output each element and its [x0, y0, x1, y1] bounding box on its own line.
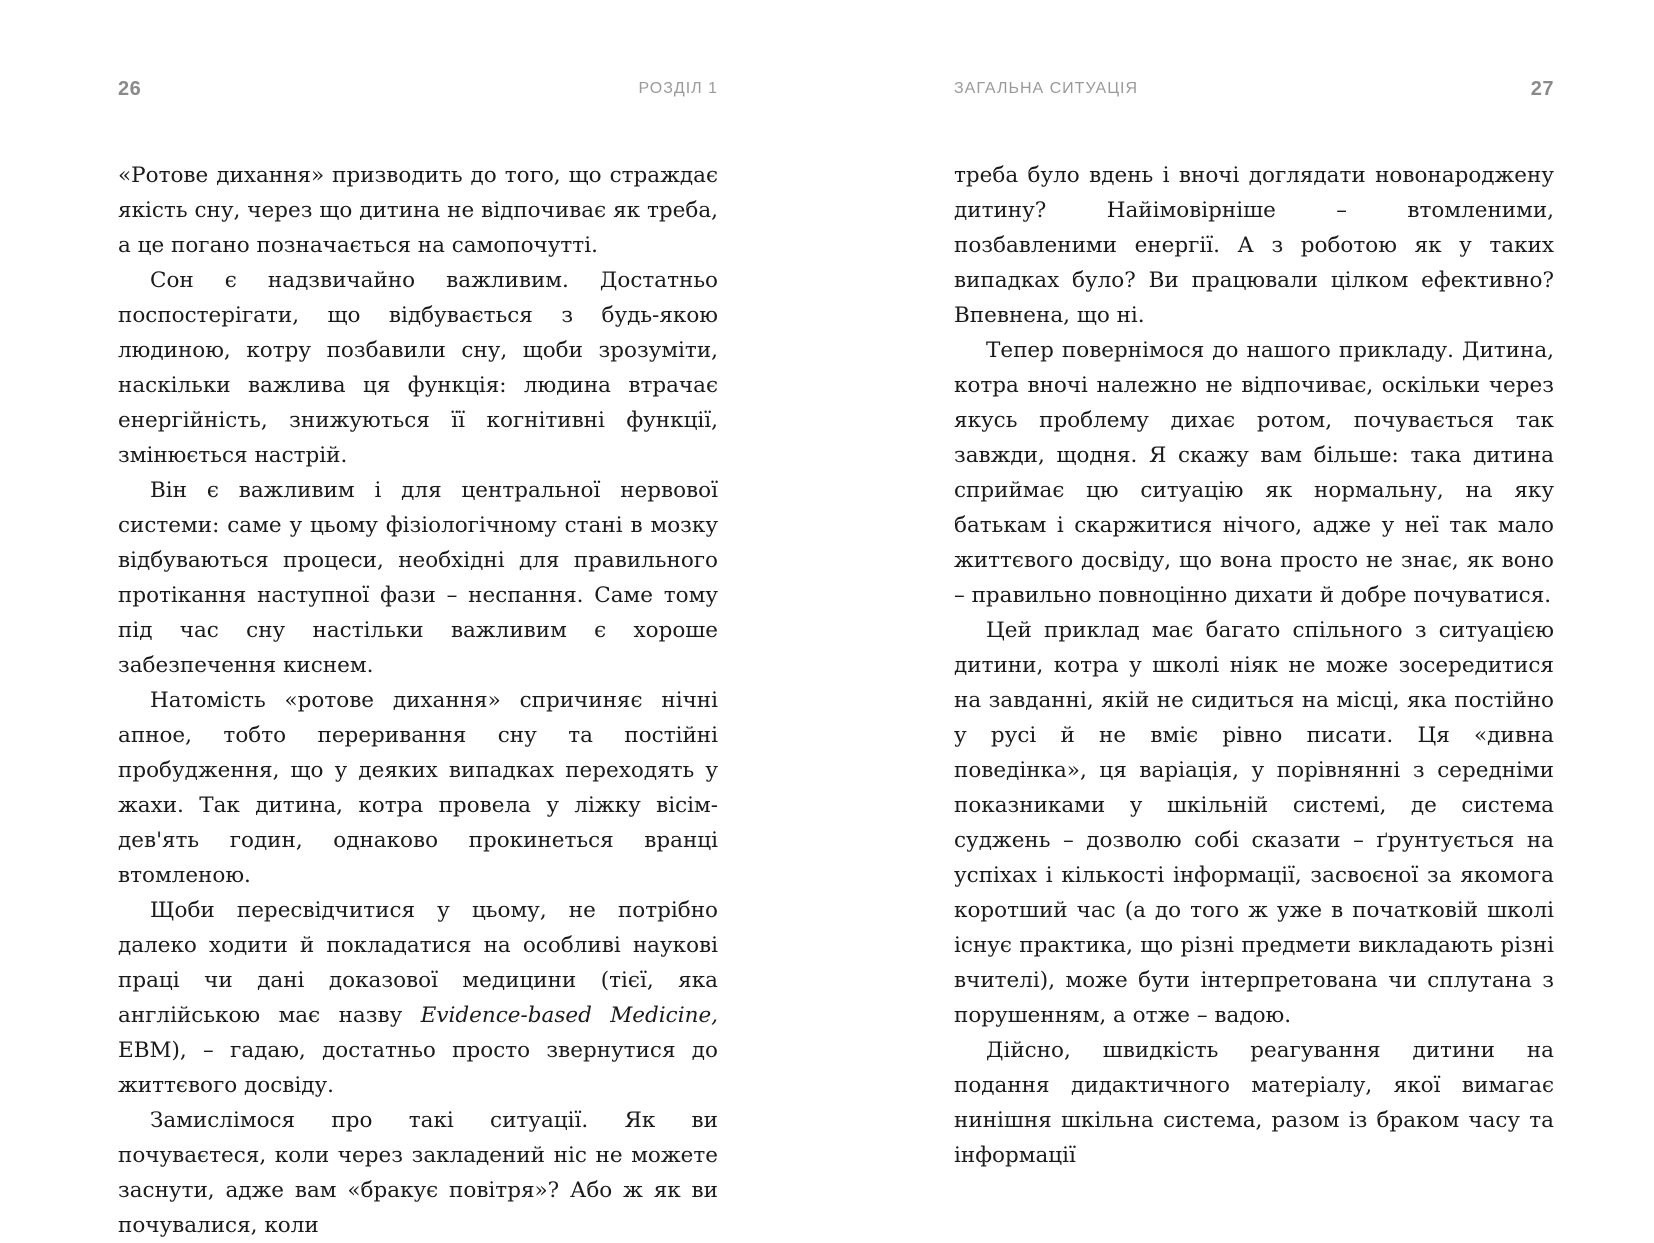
left-page-header [118, 78, 718, 106]
paragraph: Замислімося про такі ситуації. Як ви почуваєтеся, коли через закладений ніс не можете заснути, адже вам «бракує повітря»? Або ж як ви почувалися, коли [118, 1108, 718, 1238]
paragraph: Тепер повернімося до нашого прикладу. Дитина, котра вночі належно не відпочиває, оскільки через якусь проблему дихає ротом, почувається так завжди, щодня. Я скажу вам більше: така дитина сприймає цю ситуацію як нормальну, на яку батькам і скаржитися нічого, адже у неї так мало життєвого досвіду, що вона просто не знає, як воно – правильно повноцінно дихати й добре почуватися. [954, 338, 1554, 608]
page-number: 27 [1530, 78, 1554, 100]
paragraph: Сон є надзвичайно важливим. Достатньо поспостерігати, що відбувається з будь-якою людиною, котру позбавили сну, щоби зрозуміти, наскільки важлива ця функція: людина втрачає енергійність, знижуються її когнітивні функції, змінюється настрій. [118, 268, 718, 468]
paragraph-text: Щоби пересвідчитися у цьому, не потрібно далеко ходити й покладатися на особливі наукові праці чи дані доказової медицини (тієї, яка англійською має назву [118, 898, 718, 1028]
right-page-body [954, 158, 1554, 1173]
italic-term: Evidence-based Medicine, [420, 1003, 718, 1028]
paragraph: Цей приклад має багато спільного з ситуацією дитини, котра у школі ніяк не може зосередитися на завданні, якій не сидиться на місці, яка постійно у русі й не вміє рівно писати. Ця «дивна поведінка», ця варіація, у порівнянні з середніми показниками у шкільній системі, де система суджень – дозволю собі сказати – ґрунтується на успіхах і кількості інформації, засвоєної за якомога коротший час (а до того ж уже в початковій школі існує практика, що різні предмети викладають різні вчителі), може бути інтерпретована чи сплутана з порушенням, а отже – вадою. [954, 618, 1554, 1028]
page-number: 26 [118, 78, 142, 100]
paragraph: Натомість «ротове дихання» спричиняє нічні апное, тобто переривання сну та постійні пробудження, що у деяких випадках переходять у жахи. Так дитина, котра провела у ліжку вісім-дев'ять годин, однаково прокинеться вранці втомленою. [118, 688, 718, 888]
paragraph: Дійсно, швидкість реагування дитини на подання дидактичного матеріалу, якої вимагає нинішня шкільна система, разом із браком часу та інформації [954, 1038, 1554, 1168]
running-head-section: ЗАГАЛЬНА СИТУАЦІЯ [954, 80, 1139, 97]
right-page-header [954, 78, 1554, 106]
paragraph: «Ротове дихання» призводить до того, що страждає якість сну, через що дитина не відпочиває як треба, а це погано позначається на самопочутті. [118, 163, 718, 258]
paragraph: Він є важливим і для центральної нервової системи: саме у цьому фізіологічному стані в мозку відбуваються процеси, необхідні для правильного протікання наступної фази – неспання. Саме тому під час сну настільки важливим є хороше забезпечення киснем. [118, 478, 718, 678]
paragraph: треба було вдень і вночі доглядати новонароджену дитину? Найімовірніше – втомленими, позбавленими енергії. А з роботою як у таких випадках було? Ви працювали цілком ефективно? Впевнена, що ні. [954, 163, 1554, 328]
paragraph [118, 893, 718, 1103]
running-head-chapter: РОЗДІЛ 1 [638, 80, 718, 97]
left-page-body [118, 158, 718, 1243]
paragraph-text: EBM), – гадаю, достатньо просто звернутися до життєвого досвіду. [118, 1038, 718, 1098]
